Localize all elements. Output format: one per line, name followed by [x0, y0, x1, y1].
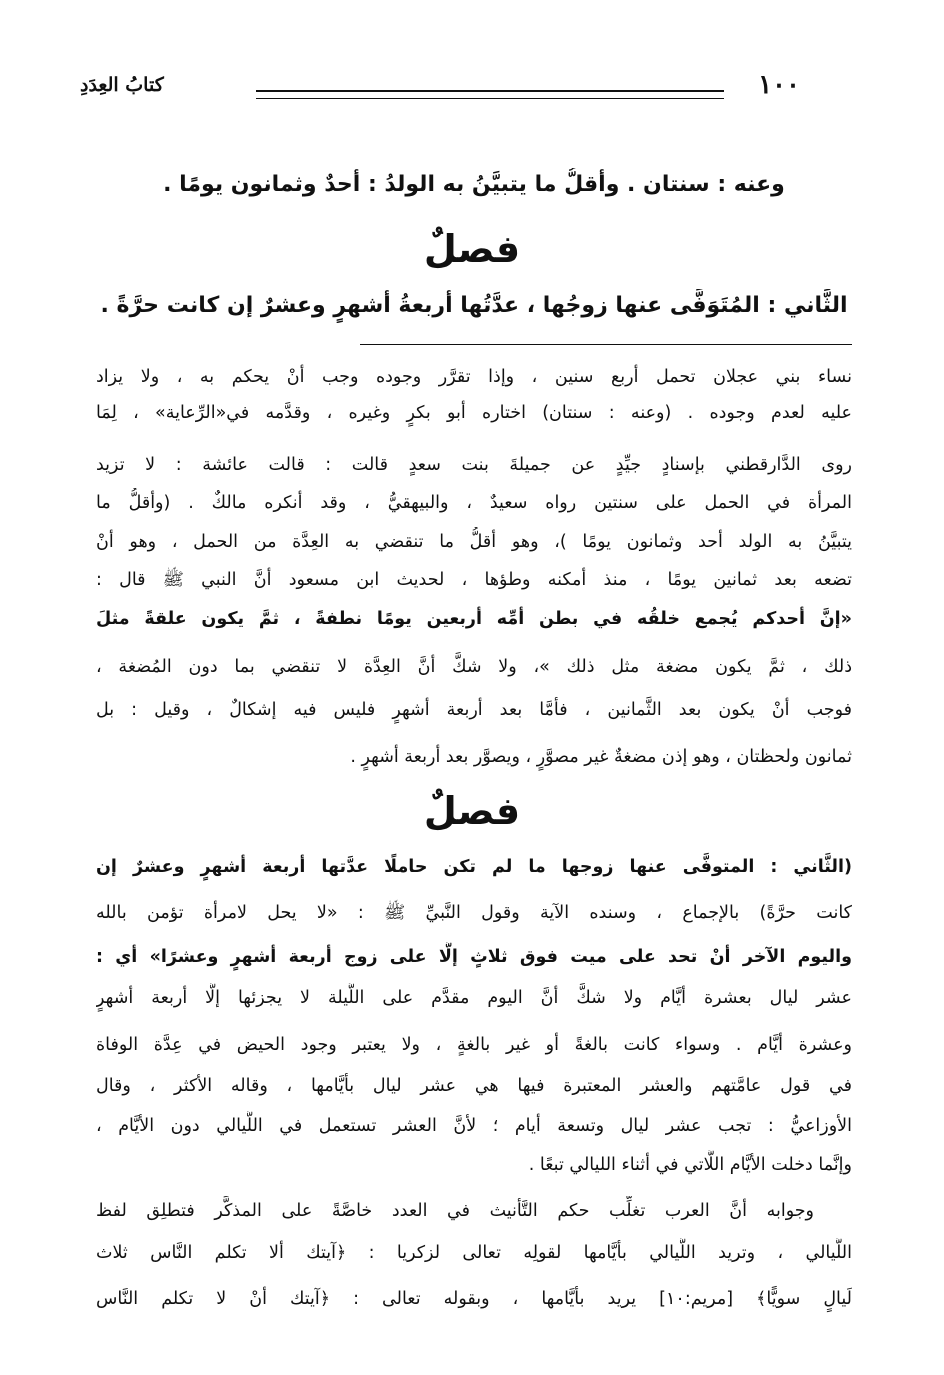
commentary-line: كانت حرَّةً) بالإجماع ، وسنده الآية وقول النَّبيِّ ﷺ : «لا يحل لامرأة تؤمن بالله [96, 903, 852, 923]
commentary-line: روى الدَّارقطني بإسنادٍ جيِّدٍ عن جميلةَ بنت سعدٍ قالت : قالت عائشة : لا تزيد [96, 455, 852, 475]
book-title: كتابُ العِدَدِ [80, 74, 164, 96]
matn-line: الثَّاني : المُتَوَفَّى عنها زوجُها ، عدَّتُها أربعةُ أشهرٍ وعشرٌ إن كانت حرَّةً . [100, 293, 848, 318]
commentary-line: يتبيَّنُ به الولد أحد وثمانون يومًا )، وهو أقلُّ ما تنقضي به العِدَّة من الحمل ، وهو أنْ [96, 532, 852, 552]
commentary-line: وجوابه أنَّ العرب تغلِّب حكم التَّأنيث في العدد خاصَّةً على المذكَّر فتطلِق لفظ [96, 1201, 814, 1221]
commentary-line: وإنَّما دخلت الأيَّام اللَّاتي في أثناء الليالي تبعًا . [528, 1155, 852, 1175]
commentary-line: واليوم الآخر أنْ تحد على ميت فوق ثلاثٍ إلَّا على زوج أربعة أشهرٍ وعشرًا» أي : [96, 947, 852, 967]
commentary-line: عليه لعدم وجوده . (وعنه : سنتان) اختاره أبو بكرٍ وغيره ، وقدَّمه في«الرِّعاية» ، لِمَا [96, 403, 852, 423]
commentary-line: ذلك ، ثمَّ يكون مضغة مثل ذلك »، ولا شكَّ أنَّ العِدَّة لا تنقضي بما دون المُضغة ، [96, 657, 852, 677]
commentary-line: نساء بني عجلان تحمل أربع سنين ، وإذا تقرَّر وجوده وجب أنْ يحكم به ، ولا يزاد [96, 367, 852, 387]
commentary-line: تضعه بعد ثمانين يومًا ، منذ أمكنه وطؤها ، لحديث ابن مسعود أنَّ النبي ﷺ قال : [96, 570, 852, 590]
section-heading: فصلٌ [423, 227, 521, 271]
commentary-line: المرأة في الحمل على سنتين رواه سعيدٌ ، والبيهقيُّ ، وقد أنكره مالكٌ . (وأقلُّ ما [96, 493, 852, 513]
matn-line: وعنه : سنتان . وأقلُّ ما يتبيَّنُ به الولدُ : أحدٌ وثمانون يومًا . [163, 172, 785, 197]
commentary-line: ثمانون ولحظتان ، وهو إذن مضغةٌ غير مصوَّرٍ ، ويصوَّر بعد أربعة أشهرٍ . [350, 747, 852, 767]
commentary-line: في قول عامَّتهم والعشر المعتبرة فيها هي عشر ليال بأيَّامها ، وقاله الأكثر ، وقال [96, 1076, 852, 1096]
commentary-line: الأوزاعيُّ : تجب عشر ليال وتسعة أيام ؛ لأنَّ العشر تستعمل في اللَّيالي دون الأيَّام ، [96, 1116, 852, 1136]
commentary-line: وعشرة أيَّام . وسواء كانت بالغةً أو غير بالغةٍ ، ولا يعتبر وجود الحيض في عِدَّة الوفاة [96, 1035, 852, 1055]
commentary-line: (الثَّاني : المتوفَّى عنها زوجها ما لم تكن حاملًا عدَّتها أربعة أشهرٍ وعشرٌ إن [96, 857, 852, 877]
commentary-line: عشر ليال بعشرة أيَّام ولا شكَّ أنَّ اليوم مقدَّم على اللَّيلة لا يجزئها إلَّا أربعة أشهرٍ [96, 988, 852, 1008]
page-header [80, 68, 800, 108]
commentary-line: اللَّيالي ، وتريد اللَّيالي بأيَّامها لقولِه تعالى لزكريا : ﴿آيتك ألا تكلم النَّاس ثلاث [96, 1243, 852, 1263]
matn-sharh-divider [360, 344, 852, 345]
commentary-line: «إنَّ أحدكم يُجمع خلقُه في بطن أمِّه أربعين يومًا نطفةً ، ثمَّ يكون علقةً مثلَ [96, 609, 852, 629]
commentary-line: فوجب أنْ يكون بعد الثَّمانين ، فأمَّا بعد أربعة أشهرٍ فليس فيه إشكالٌ ، وقيل : بل [96, 700, 852, 720]
commentary-line: لَيالٍ سويًّا﴾ [مريم:١٠] يريد بأيَّامها ، وبقوله تعالى : ﴿آيتك أنْ لا تكلم النَّاس [96, 1289, 852, 1309]
header-rule [256, 90, 724, 99]
section-heading: فصلٌ [423, 789, 521, 833]
page-number: ١٠٠ [758, 70, 800, 100]
